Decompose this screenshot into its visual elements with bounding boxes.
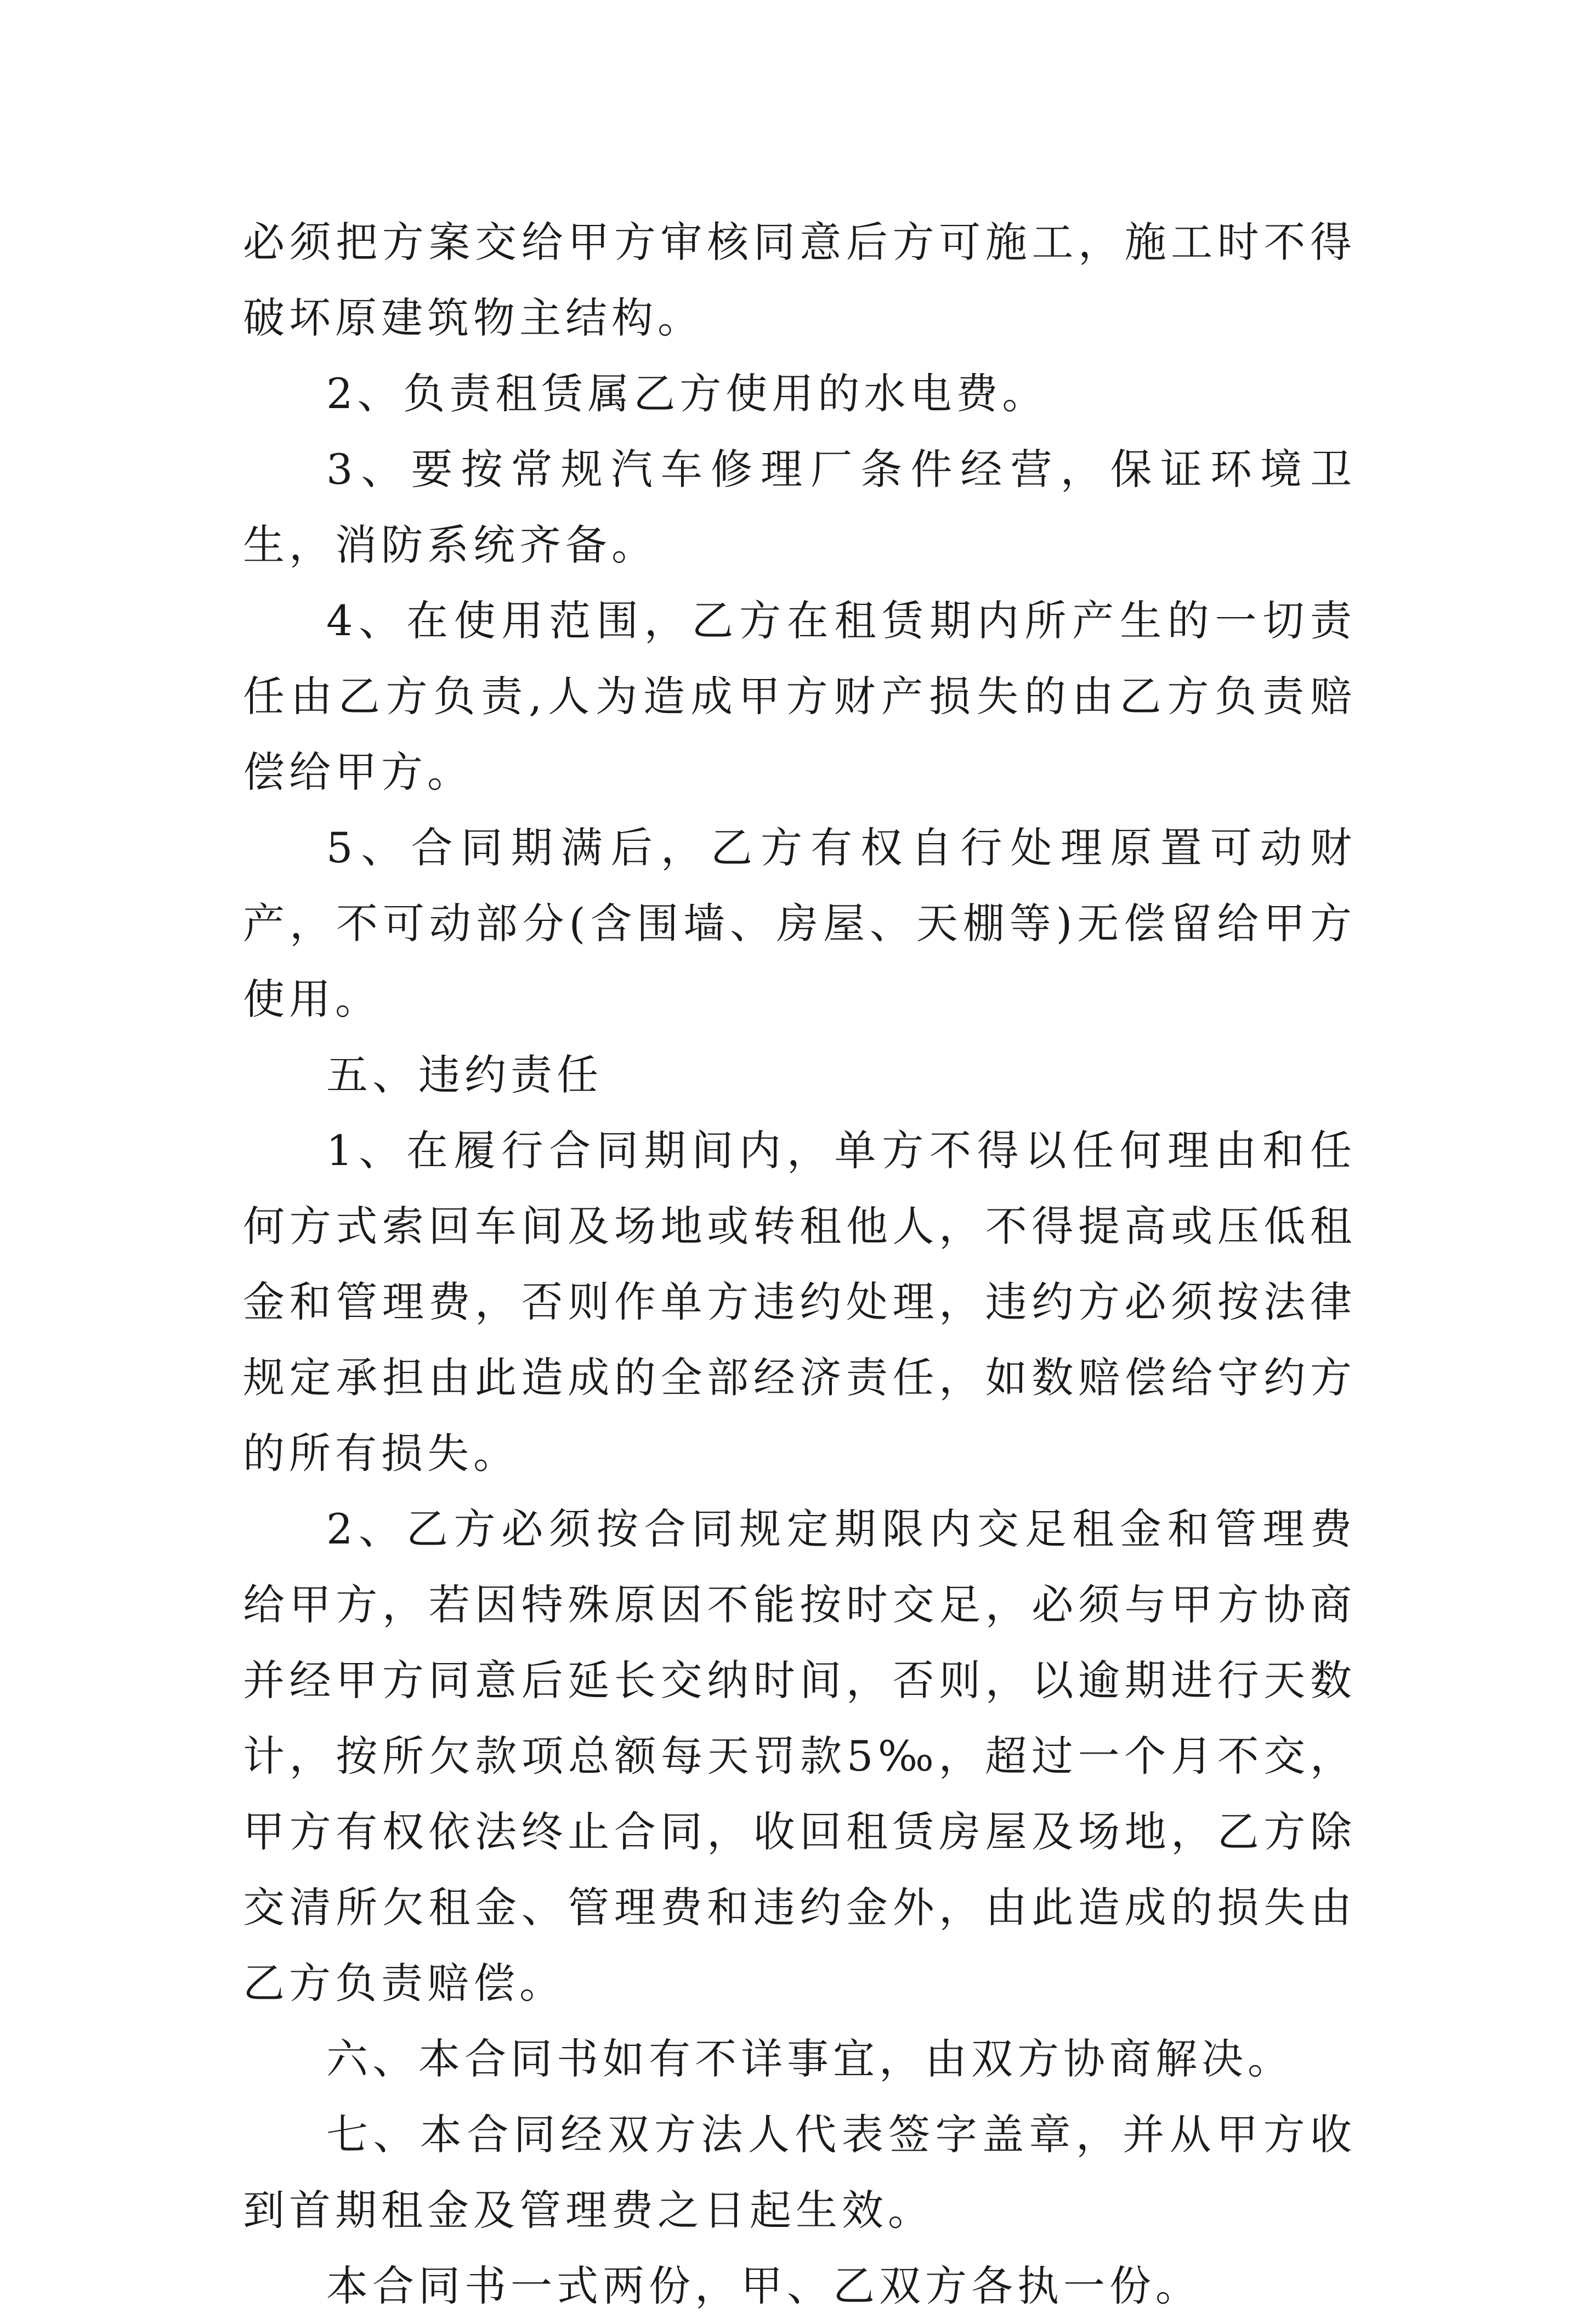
document-body — [243, 205, 1356, 2324]
section-heading-breach: 五、违约责任 — [326, 1050, 603, 1099]
paragraph-clause-4-liability: 4、在使用范围，乙方在租赁期内所产生的一切责任由乙方负责,人为造成甲方财产损失的由乙方负责赔偿给甲方。 — [243, 596, 1356, 796]
paragraph-copies: 本合同书一式两份，甲、乙双方各执一份。 — [326, 2261, 1201, 2310]
section-six-matters: 六、本合同书如有不详事宜，由双方协商解决。 — [326, 2034, 1294, 2083]
paragraph-clause-2-utilities: 2、负责租赁属乙方使用的水电费。 — [326, 369, 1048, 418]
paragraph-breach-clause-2: 2、乙方必须按合同规定期限内交足租金和管理费给甲方，若因特殊原因不能按时交足，必须与甲方协商并经甲方同意后延长交纳时间，否则，以逾期进行天数计，按所欠款项总额每天罚款5‰，超过一个月不交，甲方有权依法终止合同，收回租赁房屋及场地，乙方除交清所欠租金、管理费和违约金外，由此造成的损失由乙方负责赔偿。 — [243, 1505, 1356, 2008]
paragraph-clause-5-expiry: 5、合同期满后，乙方有权自行处理原置可动财产，不可动部分(含围墙、房屋、天棚等)无偿留给甲方使用。 — [243, 823, 1356, 1024]
paragraph-breach-clause-1: 1、在履行合同期间内，单方不得以任何理由和任何方式索回车间及场地或转租他人，不得提高或压低租金和管理费，否则作单方违约处理，违约方必须按法律规定承担由此造成的全部经济责任，如数赔偿给守约方的所有损失。 — [243, 1126, 1356, 1478]
paragraph-clause-3-operation: 3、要按常规汽车修理厂条件经营，保证环境卫生，消防系统齐备。 — [243, 445, 1356, 569]
section-seven-effective: 七、本合同经双方法人代表签字盖章，并从甲方收到首期租金及管理费之日起生效。 — [243, 2110, 1356, 2235]
paragraph-continuation: 必须把方案交给甲方审核同意后方可施工，施工时不得破坏原建筑物主结构。 — [243, 218, 1356, 342]
